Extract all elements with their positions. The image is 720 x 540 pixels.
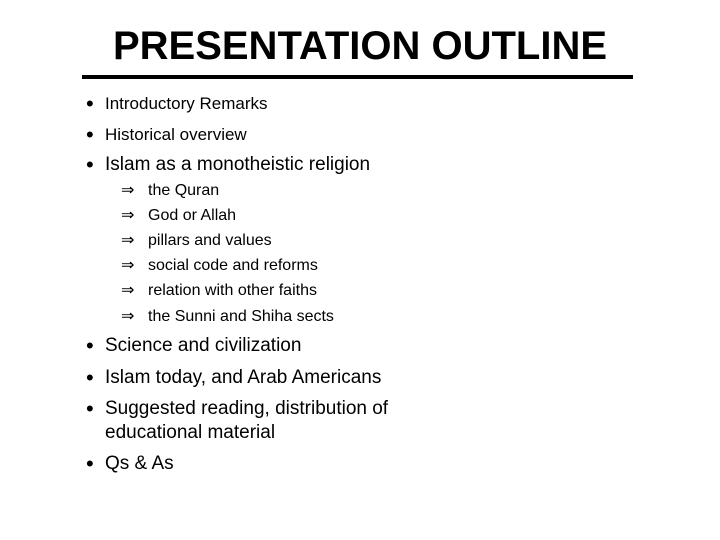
bullet-icon: •: [86, 333, 94, 358]
bullet-icon: •: [86, 451, 94, 476]
outline-item-text: Historical overview: [105, 125, 247, 144]
outline-item-text: Islam today, and Arab Americans: [105, 367, 382, 388]
bullet-icon: •: [86, 122, 94, 147]
outline-item-text: Qs & As: [105, 453, 174, 474]
double-arrow-icon: ⇒: [121, 232, 135, 249]
outline-item-text: Suggested reading, distribution of: [105, 398, 389, 419]
sub-item-text: the Quran: [148, 182, 220, 199]
sub-item-text: the Sunni and Shiha sects: [148, 308, 334, 325]
sub-item-text: relation with other faiths: [148, 282, 317, 299]
double-arrow-icon: ⇒: [121, 282, 135, 299]
bullet-icon: •: [86, 396, 94, 421]
bullet-icon: •: [86, 91, 94, 116]
sub-item-text: God or Allah: [148, 207, 237, 224]
bullet-icon: •: [86, 365, 94, 390]
title-underline: [82, 75, 633, 79]
double-arrow-icon: ⇒: [121, 182, 135, 199]
sub-item-text: social code and reforms: [148, 257, 318, 274]
bullet-icon: •: [86, 152, 94, 177]
slide-title: PRESENTATION OUTLINE: [112, 24, 608, 68]
outline-item-text-continued: educational material: [105, 422, 276, 443]
outline-item-text: Science and civilization: [105, 335, 302, 356]
outline-item-text: Introductory Remarks: [105, 94, 268, 113]
double-arrow-icon: ⇒: [121, 257, 135, 274]
double-arrow-icon: ⇒: [121, 207, 135, 224]
sub-item-text: pillars and values: [148, 232, 272, 249]
outline-item-text: Islam as a monotheistic religion: [105, 154, 371, 175]
double-arrow-icon: ⇒: [121, 308, 135, 325]
